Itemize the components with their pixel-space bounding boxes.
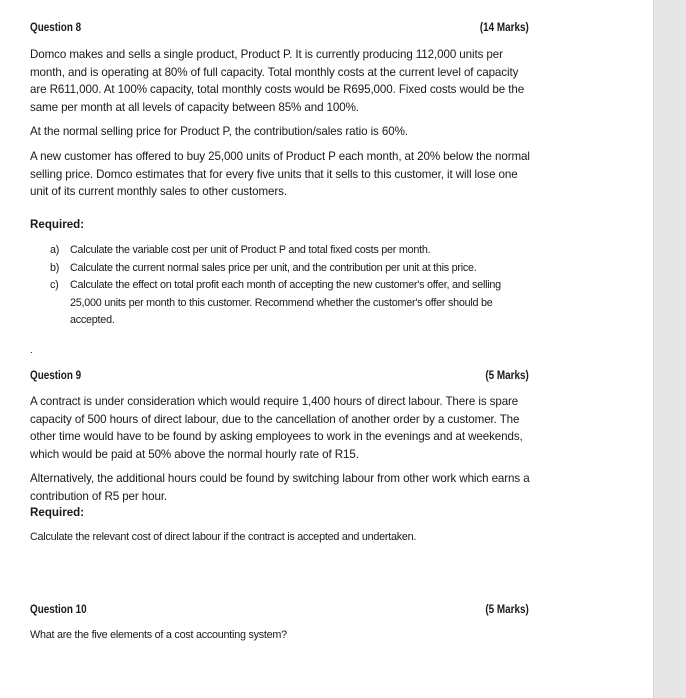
- question-8-paragraph-2: At the normal selling price for Product P, the contribution/sales ratio is 60%.: [30, 125, 408, 138]
- list-item: [30, 260, 530, 278]
- list-item-text: Calculate the variable cost per unit of Product P and total fixed costs per month.: [70, 244, 431, 256]
- question-9-paragraph-2: Alternatively, the additional hours could be found by switching labour from other work which earns a contribution of R5 per hour.: [30, 472, 530, 503]
- list-item-text: Calculate the current normal sales price per unit, and the contribution per unit at this price.: [70, 261, 477, 274]
- list-item-letter: a): [50, 244, 60, 256]
- question-8-marks: (14 Marks): [479, 22, 529, 34]
- question-8-title: Question 8: [30, 22, 82, 34]
- question-8-paragraph-1: Domco makes and sells a single product, Product P. It is currently producing 112,000 units per month, and is operating at 80% of full capacity. Total monthly costs at the current level of capacity are R611,000. At 100% capacity, total monthly costs would be R695,000. Fixed costs would be the same per month at all levels of capacity between 85% and 100%.: [30, 48, 525, 114]
- question-9-task: Calculate the relevant cost of direct labour if the contract is accepted and undertaken.: [30, 531, 417, 543]
- question-9-required-label: Required:: [30, 506, 85, 519]
- question-10-marks: (5 Marks): [485, 604, 529, 616]
- stray-mark: .: [30, 345, 33, 356]
- question-9-title: Question 9: [30, 370, 82, 382]
- list-item: [30, 242, 530, 260]
- question-8-required-list: [30, 242, 530, 330]
- question-9-header: [30, 370, 529, 382]
- list-item-letter: b): [50, 261, 60, 274]
- question-9-marks: (5 Marks): [485, 370, 529, 382]
- question-10-task: What are the five elements of a cost accounting system?: [30, 629, 287, 641]
- viewer-background: [653, 0, 686, 698]
- list-item-letter: c): [50, 279, 59, 291]
- list-item: [30, 277, 530, 330]
- question-10-title: Question 10: [30, 604, 87, 616]
- question-10-header: [30, 604, 529, 616]
- question-8-header: [30, 22, 529, 34]
- list-item-text: Calculate the effect on total profit each month of accepting the new customer's offer, and selling 25,000 units per month to this customer. Recommend whether the customer's offer should be accepted.: [70, 279, 501, 326]
- question-9-paragraph-1: A contract is under consideration which would require 1,400 hours of direct labour. There is spare capacity of 500 hours of direct labour, due to the cancellation of another order by a customer. The other time would have to be found by asking employees to work in the evenings and at weekends, which would be paid at 50% above the normal hourly rate of R15.: [30, 395, 523, 461]
- question-8-paragraph-3: A new customer has offered to buy 25,000 units of Product P each month, at 20% below the normal selling price. Domco estimates that for every five units that it sells to this customer, it will lose one unit of its current monthly sales to other customers.: [30, 150, 530, 198]
- question-8-required-label: Required:: [30, 218, 85, 231]
